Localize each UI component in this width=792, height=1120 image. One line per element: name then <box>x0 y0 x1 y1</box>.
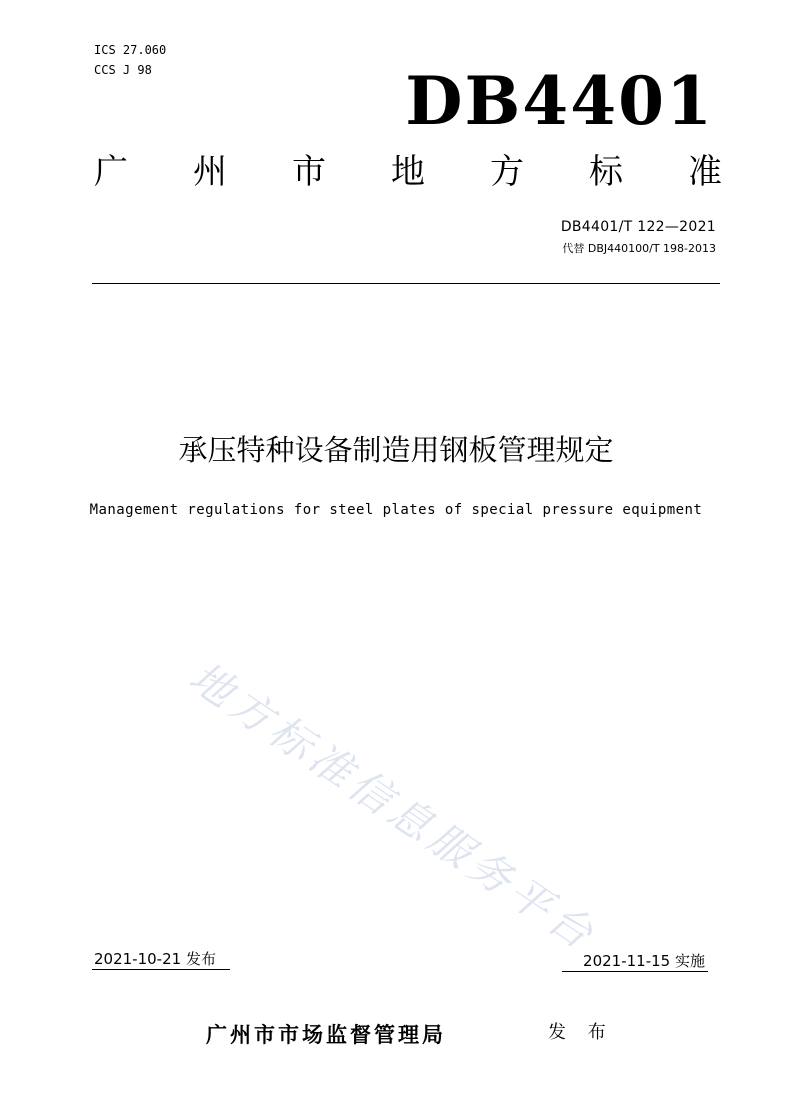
ccs-code: CCS J 98 <box>94 63 152 77</box>
standard-number: DB4401/T 122—2021 <box>560 219 716 235</box>
issue-label: 发 布 <box>548 1022 614 1043</box>
document-title-chinese: 承压特种设备制造用钢板管理规定 <box>178 433 614 467</box>
ics-code: ICS 27.060 <box>94 43 167 57</box>
replaces-standard: 代替 DBJ440100/T 198-2013 <box>562 242 716 255</box>
issuing-authority: 广州市市场监督管理局 <box>206 1023 446 1047</box>
watermark: 地方标准信息服务平台 <box>180 652 606 962</box>
implementation-date: 2021-11-15 实施 <box>583 952 705 970</box>
issue-date: 2021-10-21 发布 <box>94 950 216 968</box>
document-title-english: Management regulations for steel plates of special pressure equipment <box>89 502 703 518</box>
standard-type-char: 州 <box>193 152 227 192</box>
standard-type-heading <box>94 150 722 194</box>
standard-prefix-code: DB4401 <box>405 62 714 140</box>
issue-date-underline <box>92 969 230 970</box>
standard-type-char: 市 <box>292 152 326 192</box>
standard-type-char: 方 <box>490 152 524 192</box>
standard-type-char: 准 <box>688 152 722 192</box>
header-divider <box>92 283 720 284</box>
implementation-date-underline <box>562 971 708 972</box>
standard-type-char: 广 <box>94 152 128 192</box>
standard-type-char: 标 <box>589 152 623 192</box>
standard-type-char: 地 <box>391 152 425 192</box>
